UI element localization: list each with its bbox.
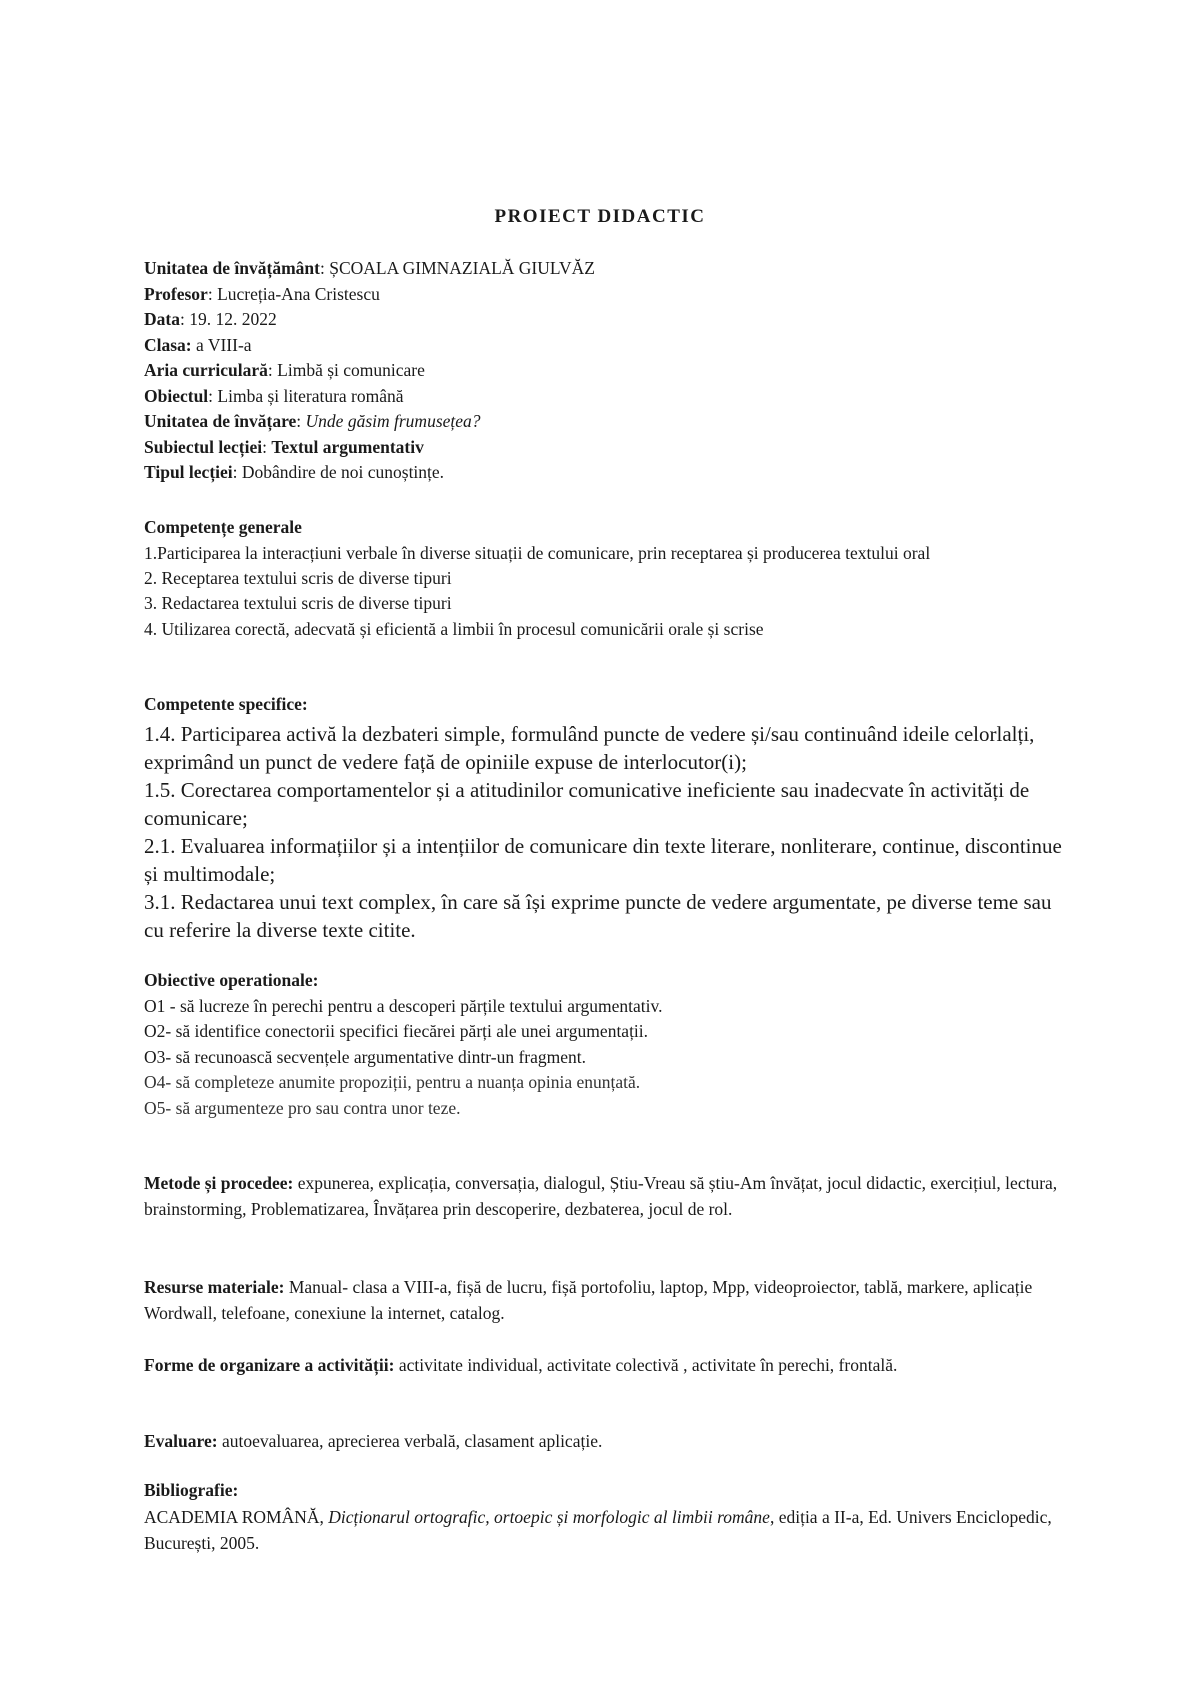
competente-specifice-heading: Competente specifice:: [144, 694, 308, 714]
competente-generale-heading: Competențe generale: [144, 517, 302, 537]
list-item: O1 - să lucreze în perechi pentru a descoperi părțile textului argumentativ.: [144, 995, 663, 1016]
competente-specifice: [144, 692, 1064, 944]
list-item: O5- să argumenteze pro sau contra unor teze.: [144, 1097, 461, 1118]
info-profesor: Profesor: Lucreția-Ana Cristescu: [144, 283, 380, 304]
evaluare: Evaluare: autoevaluarea, aprecierea verbală, clasament aplicație.: [144, 1431, 603, 1451]
list-item: O4- să completeze anumite propoziții, pentru a nuanța opinia enunțată.: [144, 1072, 641, 1092]
competente-generale: [144, 515, 1064, 642]
list-item: O3- să recunoască secvențele argumentative dintr-un fragment.: [144, 1046, 586, 1067]
page-title: PROIECT DIDACTIC: [494, 206, 706, 227]
obiective-heading: Obiective operationale:: [144, 970, 319, 990]
list-item: 1.4. Participarea activă la dezbateri simple, formulând puncte de vedere și/sau continuând ideile celorlalți, exprimând un punct de vedere față de opiniile expuse de interlocutor(i);: [144, 721, 1035, 774]
info-unitatea-invatamant: Unitatea de învățământ: ȘCOALA GIMNAZIALĂ GIULVĂZ: [144, 258, 595, 278]
metode-procedee: Metode și procedee: expunerea, explicația, conversația, dialogul, Știu-Vreau să știu-Am învățat, jocul didactic, exercițiul, lectura, brainstorming, Problematizarea, Învățarea prin descoperire, dezbaterea, jocul de rol.: [144, 1173, 1058, 1219]
list-item: 3.1. Redactarea unui text complex, în care să își exprime puncte de vedere argumentate, pe diverse teme sau cu referire la diverse texte citite.: [144, 889, 1052, 942]
bibliografie: [144, 1478, 1064, 1556]
list-item: 4. Utilizarea corectă, adecvată și eficientă a limbii în procesul comunicării orale și scrise: [144, 618, 764, 639]
list-item: 3. Redactarea textului scris de diverse tipuri: [144, 593, 452, 613]
list-item: 1.Participarea la interacțiuni verbale în diverse situații de comunicare, prin receptarea și producerea textului oral: [144, 542, 931, 563]
info-obiectul: Obiectul: Limba și literatura română: [144, 385, 404, 406]
list-item: 2. Receptarea textului scris de diverse tipuri: [144, 567, 452, 588]
list-item: O2- să identifice conectorii specifici fiecărei părți ale unei argumentații.: [144, 1021, 649, 1041]
info-clasa: Clasa: a VIII-a: [144, 334, 252, 355]
bibliografie-heading: Bibliografie:: [144, 1480, 239, 1500]
list-item: 2.1. Evaluarea informațiilor și a intențiilor de comunicare din texte literare, nonliterare, continue, discontinue și multimodale;: [144, 833, 1062, 886]
resurse-materiale: Resurse materiale: Manual- clasa a VIII-a, fișă de lucru, fișă portofoliu, laptop, Mpp, videoproiector, tablă, markere, aplicație Wordwall, telefoane, conexiune la internet, catalog.: [144, 1277, 1033, 1323]
info-data: Data: 19. 12. 2022: [144, 309, 277, 329]
forme-organizare: Forme de organizare a activității: activitate individual, activitate colectivă , activitate în perechi, frontală.: [144, 1355, 898, 1375]
lesson-info: [144, 256, 1064, 486]
info-unitatea-invatare: Unitatea de învățare: Unde găsim frumusețea?: [144, 411, 481, 431]
info-aria: Aria curriculară: Limbă și comunicare: [144, 360, 425, 380]
bibliography-entry: ACADEMIA ROMÂNĂ, Dicționarul ortografic, ortoepic și morfologic al limbii române, ediția a II-a, Ed. Univers Enciclopedic, București, 2005.: [144, 1506, 1052, 1553]
list-item: 1.5. Corectarea comportamentelor și a atitudinilor comunicative ineficiente sau inadecvate în activități de comunicare;: [144, 777, 1030, 830]
info-subiectul: Subiectul lecției: Textul argumentativ: [144, 436, 424, 457]
info-tipul: Tipul lecției: Dobândire de noi cunoștințe.: [144, 462, 445, 482]
obiective-operationale: [144, 968, 1064, 1121]
